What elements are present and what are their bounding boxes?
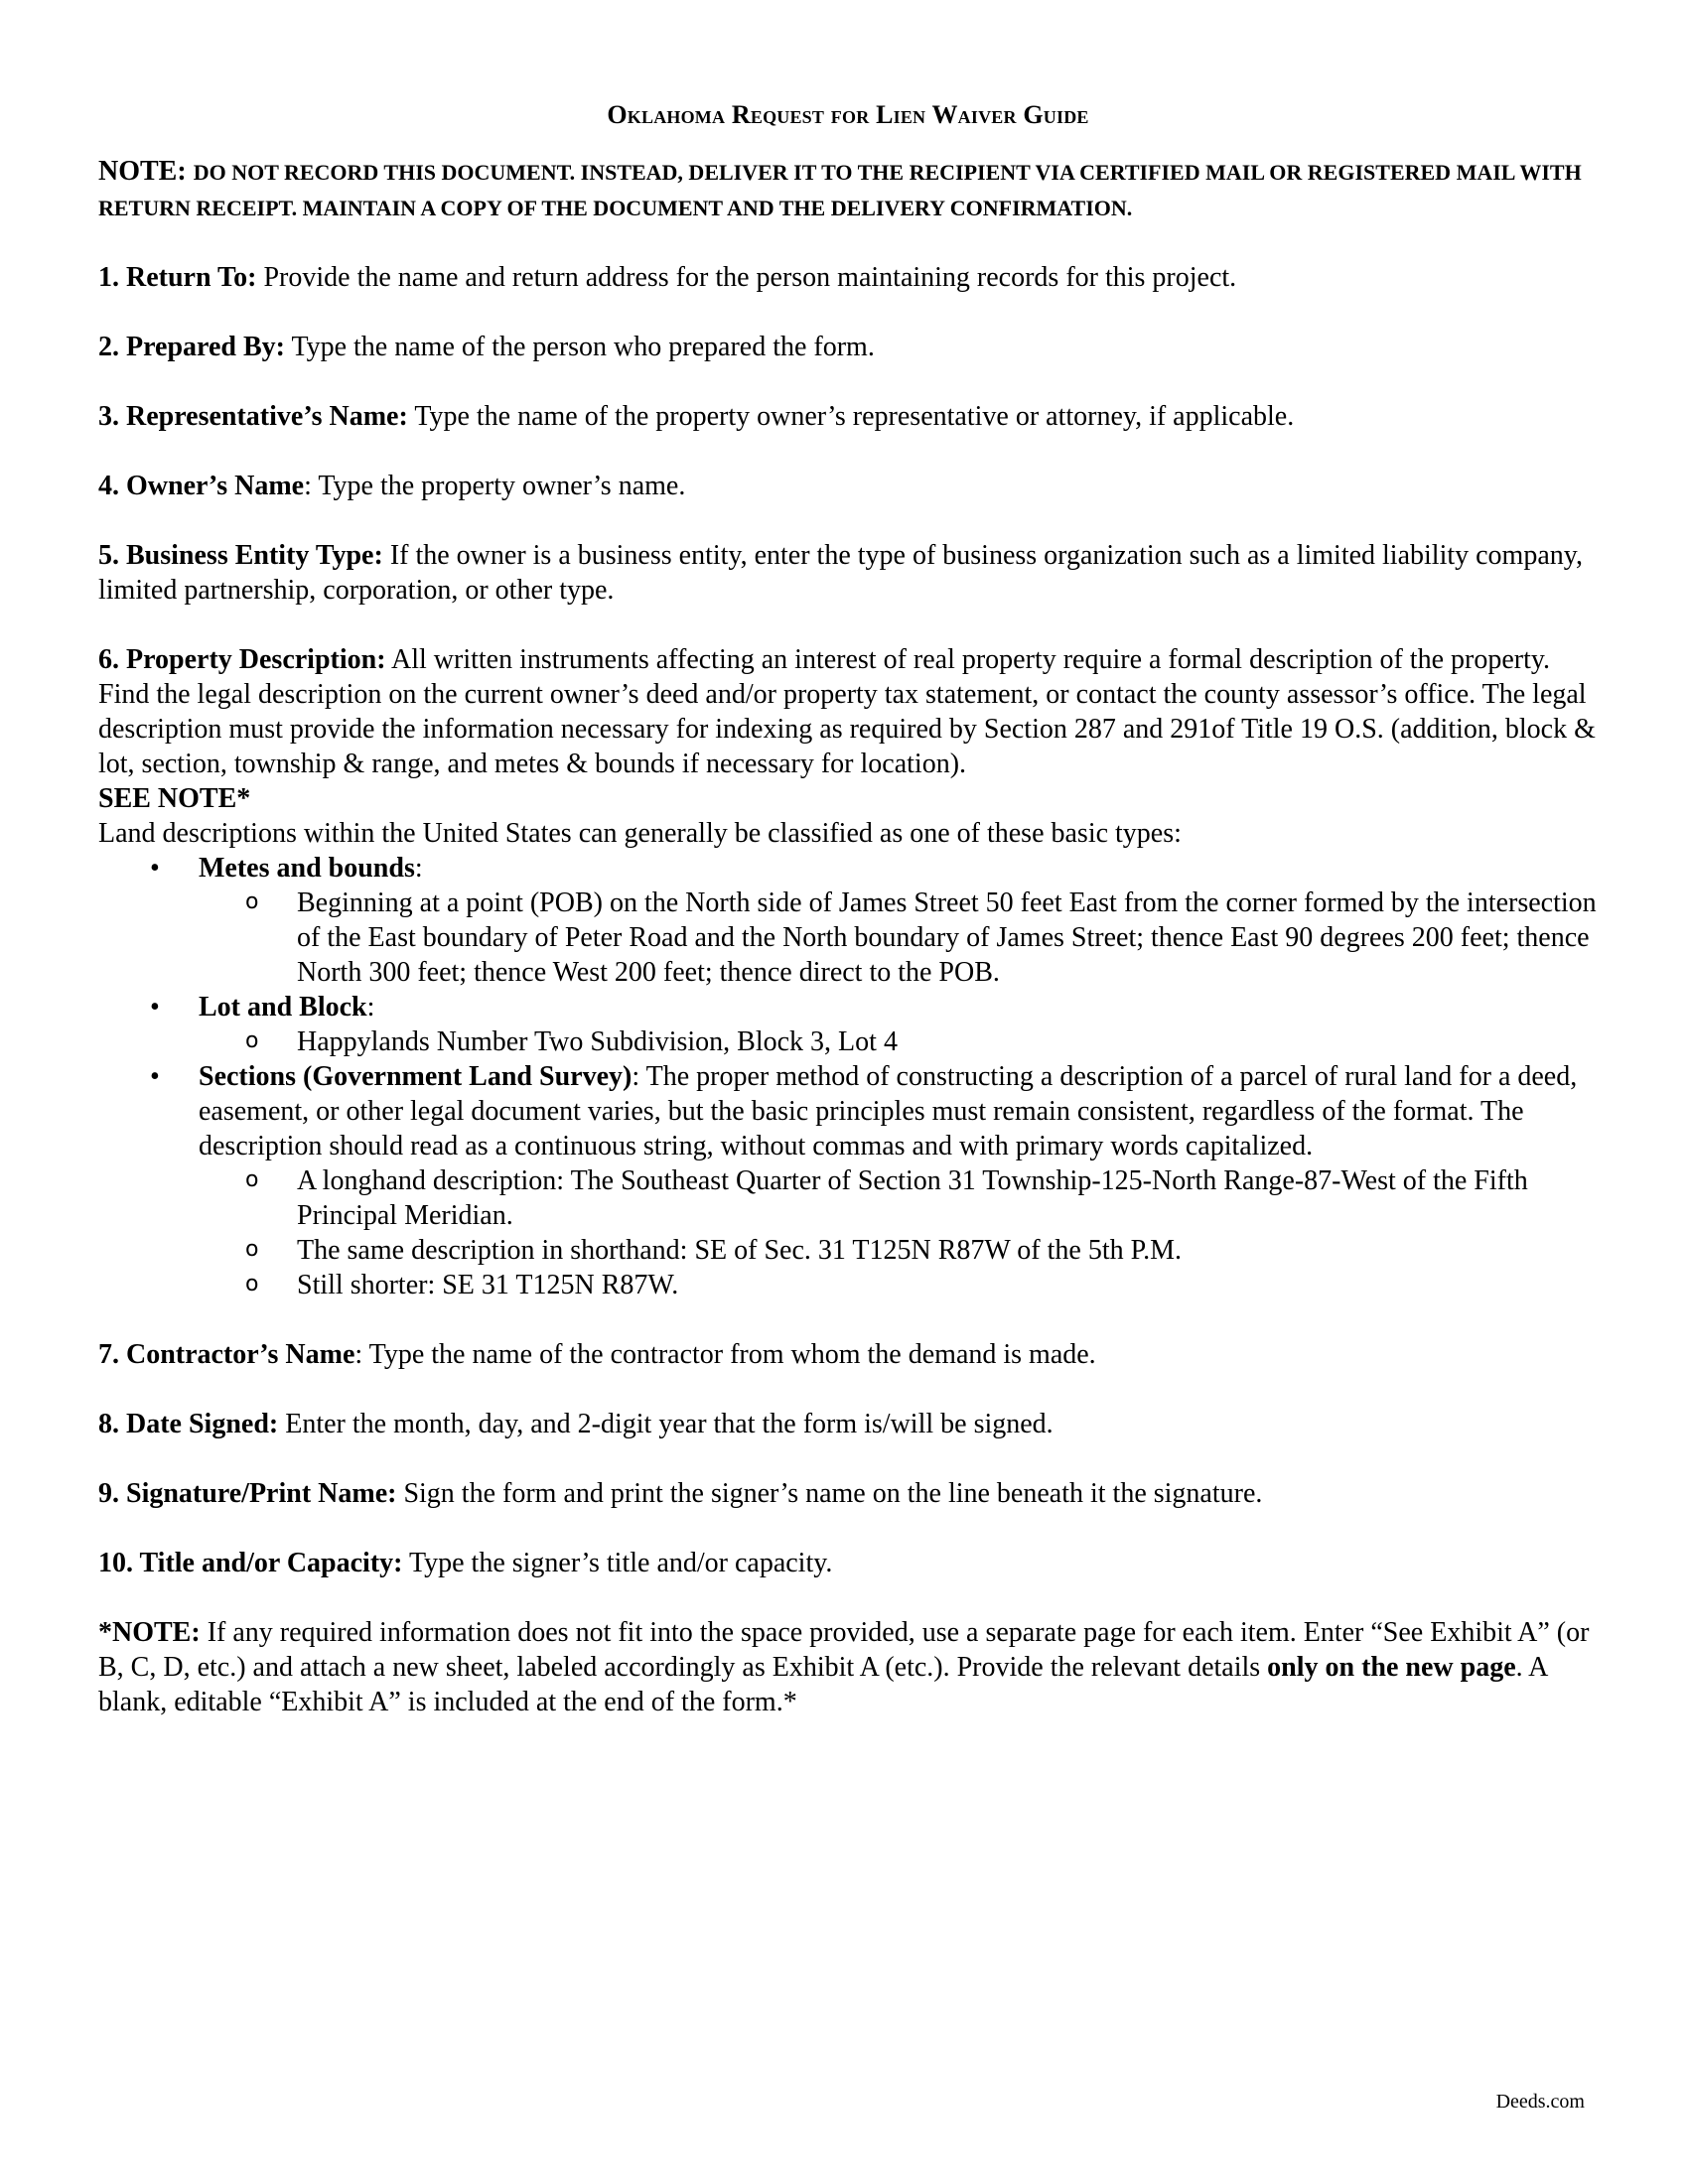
note-lead: NOTE:: [98, 156, 187, 187]
examples-list: [199, 1024, 1598, 1059]
type-label: Lot and Block: [199, 992, 367, 1023]
type-suffix: :: [414, 853, 423, 884]
page-title: Oklahoma Request for Lien Waiver Guide: [607, 100, 1089, 129]
footer-brand: Deeds.com: [1495, 2091, 1585, 2113]
item-text: Type the name of the person who prepared the form.: [291, 332, 875, 362]
property-paragraph: [98, 642, 1598, 781]
example-item: o Still shorter: SE 31 T125N R87W.: [198, 1268, 1598, 1302]
item-label: 3. Representative’s Name:: [98, 401, 408, 432]
item-label: 4. Owner’s Name: [98, 471, 305, 501]
item-text: : Type the property owner’s name.: [304, 471, 686, 501]
item-business-entity-type: [98, 538, 1598, 608]
item-title-capacity: [98, 1546, 1598, 1580]
type-label: Sections (Government Land Survey): [199, 1061, 633, 1092]
type-suffix: :: [366, 992, 375, 1023]
item-text: All written instruments affecting an interest of real property require a formal description of the property. Find the legal description on the current owner’s deed and/or property tax statement, or contact the county assessor’s office. The legal description must provide the information necessary for indexing as required by Section 287 and 291of Title 19 O.S. (addition, block & lot, section, township & range, and metes & bounds if necessary for location).: [98, 644, 1596, 779]
item-text: Enter the month, day, and 2-digit year that the form is/will be signed.: [285, 1409, 1054, 1439]
example-item: o Happylands Number Two Subdivision, Block 3, Lot 4: [198, 1024, 1598, 1059]
item-representative-name: [98, 399, 1598, 434]
type-suffix: :: [632, 1061, 640, 1092]
examples-list: [199, 1163, 1598, 1302]
item-text: Type the signer’s title and/or capacity.: [408, 1548, 833, 1578]
item-prepared-by: [98, 330, 1598, 364]
see-note: SEE NOTE*: [98, 783, 251, 814]
item-text: : Type the name of the contractor from whom the demand is made.: [354, 1339, 1096, 1370]
document-content: [98, 97, 1598, 1754]
list-item: [98, 990, 1598, 1059]
item-date-signed: [98, 1407, 1598, 1441]
item-owner-name: [98, 469, 1598, 503]
item-label: 7. Contractor’s Name: [98, 1339, 355, 1370]
item-text: Sign the form and print the signer’s name on the line beneath it the signature.: [403, 1478, 1263, 1509]
item-label: 5. Business Entity Type:: [98, 540, 383, 571]
item-signature-print-name: [98, 1476, 1598, 1511]
item-contractor-name: [98, 1337, 1598, 1372]
delivery-note: [98, 154, 1598, 225]
list-item: [98, 851, 1598, 990]
item-label: 9. Signature/Print Name:: [98, 1478, 397, 1509]
note-text: If any required information does not fit into the space provided, use a separate page for each item. Enter “See Exhibit A” (or B, C, D, etc.) and attach a new sheet, labeled accordingly as Exhibit A (etc.). Provide the relevant details: [98, 1617, 1590, 1683]
item-text: Type the name of the property owner’s representative or attorney, if applicable.: [414, 401, 1295, 432]
example-item: o A longhand description: The Southeast Quarter of Section 31 Township-125-North Range-87-West of the Fifth Principal Meridian.: [198, 1163, 1598, 1233]
item-text: Provide the name and return address for the person maintaining records for this project.: [263, 262, 1237, 293]
land-types-list: [98, 851, 1598, 1302]
note-emphasis: only on the new page: [1267, 1652, 1516, 1683]
note-label: *NOTE:: [98, 1617, 201, 1648]
example-item: o Beginning at a point (POB) on the North side of James Street 50 feet East from the corner formed by the intersection of the East boundary of Peter Road and the North boundary of James Street; thence East 90 degrees 200 feet; thence North 300 feet; thence West 200 feet; thence direct to the POB.: [198, 886, 1598, 990]
item-label: 2. Prepared By:: [98, 332, 285, 362]
note-text: DO NOT RECORD THIS DOCUMENT. INSTEAD, DELIVER IT TO THE RECIPIENT VIA CERTIFIED MAIL OR REGISTERED MAIL WITH RETURN RECEIPT. MAINTAIN A COPY OF THE DOCUMENT AND THE DELIVERY CONFIRMATION.: [98, 160, 1582, 220]
land-types-intro: Land descriptions within the United States can generally be classified as one of these basic types:: [98, 818, 1182, 849]
item-return-to: [98, 260, 1598, 295]
note-text-end: . A blank, editable “Exhibit A” is included at the end of the form.*: [98, 1652, 1547, 1717]
item-label: 6. Property Description:: [98, 644, 386, 675]
type-text: The proper method of constructing a description of a parcel of rural land for a deed, easement, or other legal document varies, but the basic principles must remain consistent, regardless of the format. The description should read as a continuous string, without commas and with primary words capitalized.: [199, 1061, 1578, 1161]
example-item: o The same description in shorthand: SE of Sec. 31 T125N R87W of the 5th P.M.: [198, 1233, 1598, 1268]
item-label: 1. Return To:: [98, 262, 257, 293]
item-property-description: [98, 642, 1598, 1302]
item-label: 10. Title and/or Capacity:: [98, 1548, 403, 1578]
list-item: [98, 1059, 1598, 1302]
examples-list: [199, 886, 1598, 990]
item-label: 8. Date Signed:: [98, 1409, 279, 1439]
item-text: If the owner is a business entity, enter the type of business organization such as a limited liability company, limited partnership, corporation, or other type.: [98, 540, 1583, 606]
type-label: Metes and bounds: [199, 853, 415, 884]
exhibit-note: [98, 1615, 1598, 1719]
